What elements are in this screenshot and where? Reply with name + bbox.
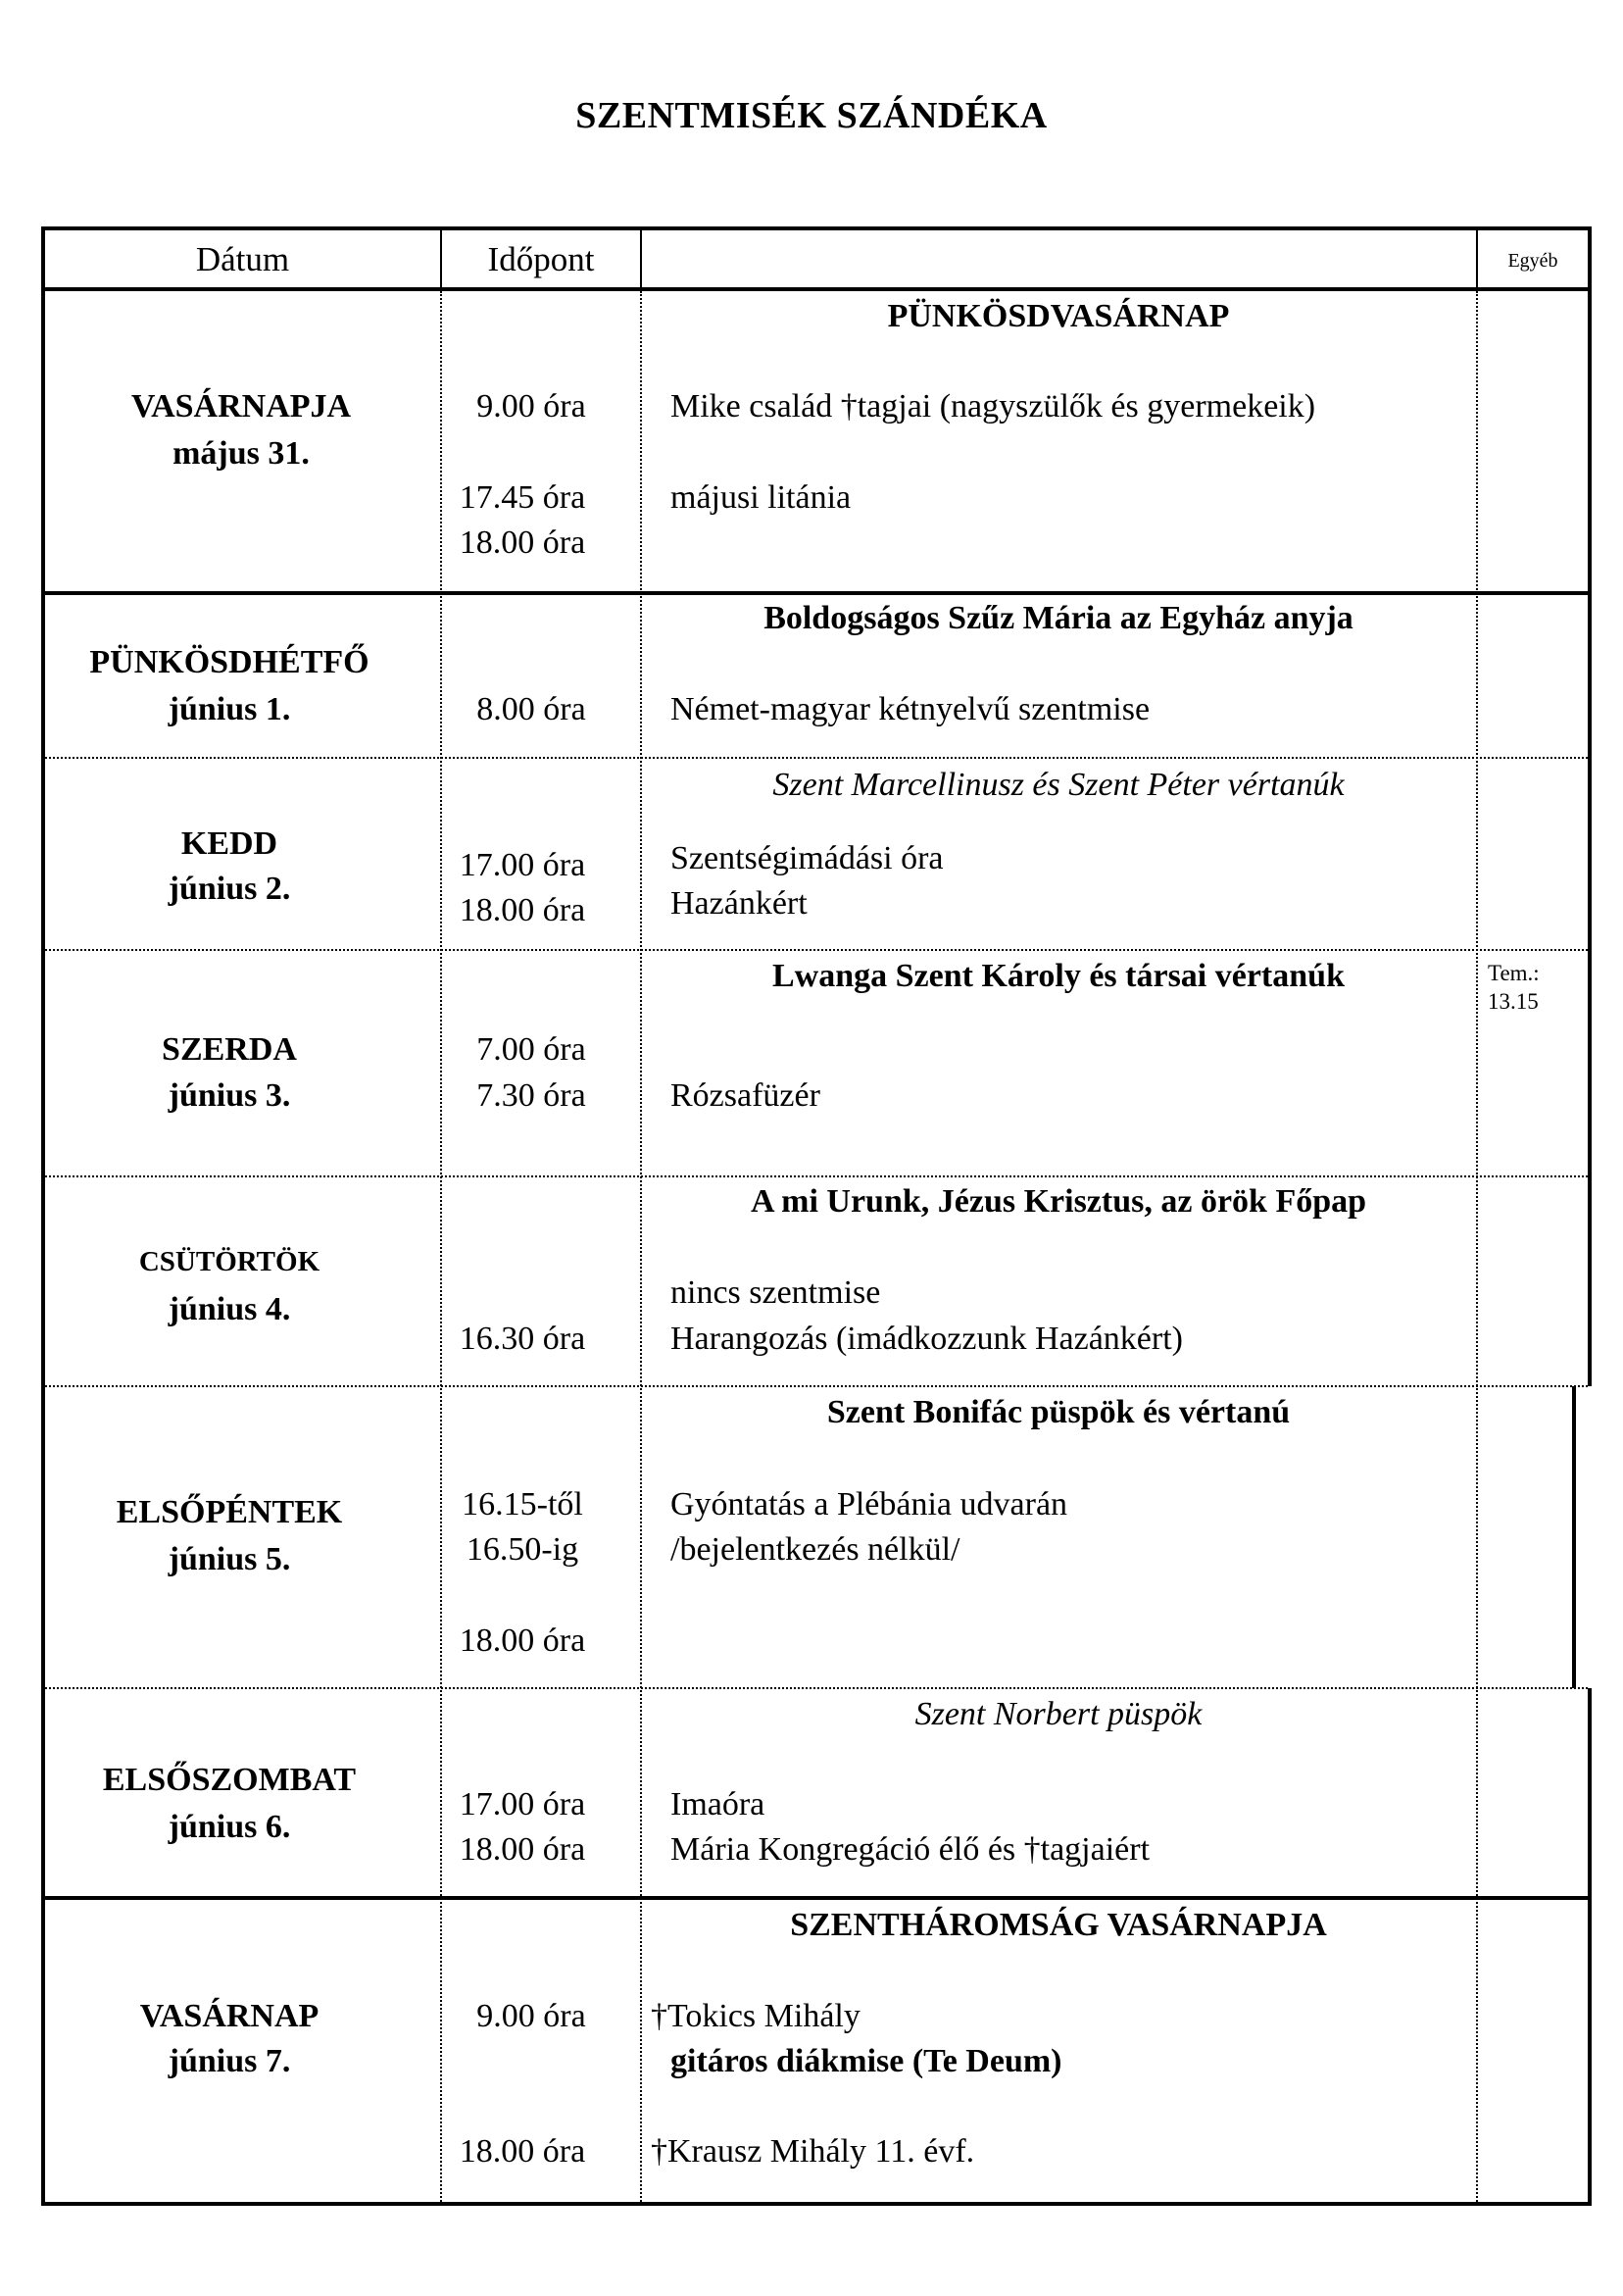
intention-entry: gitáros diákmise (Te Deum) <box>670 2043 1062 2079</box>
day-name: CSÜTÖRTÖK <box>138 1246 320 1277</box>
time-entry: 16.15-től <box>462 1486 583 1522</box>
day-date: június 5. <box>168 1541 291 1577</box>
intention-entry: †Tokics Mihály <box>651 1998 861 2034</box>
feast-title: Szent Norbert püspök <box>914 1696 1203 1732</box>
other-note: Tem.: <box>1488 961 1540 985</box>
time-entry: 18.00 óra <box>459 1622 586 1659</box>
intention-entry: Mike család †tagjai (nagyszülők és gyermekeik) <box>670 388 1316 424</box>
feast-title: SZENTHÁROMSÁG VASÁRNAPJA <box>790 1907 1327 1943</box>
intention-entry: /bejelentkezés nélkül/ <box>670 1531 960 1568</box>
time-entry: 16.30 óra <box>459 1321 586 1357</box>
feast-title: Szent Bonifác püspök és vértanú <box>826 1394 1291 1430</box>
intention-entry: Német-magyar kétnyelvű szentmise <box>670 691 1151 727</box>
time-entry: 18.00 óra <box>459 892 586 928</box>
time-entry: 16.50-ig <box>466 1531 579 1568</box>
time-entry: 18.00 óra <box>459 2133 586 2170</box>
time-entry: 9.00 óra <box>476 1998 586 2034</box>
header-date: Dátum <box>195 240 290 278</box>
day-date: június 3. <box>168 1077 291 1114</box>
day-date: június 1. <box>168 691 291 727</box>
header-time: Időpont <box>487 240 595 278</box>
feast-title: A mi Urunk, Jézus Krisztus, az örök Főpap <box>750 1183 1367 1220</box>
intention-entry: májusi litánia <box>670 479 852 516</box>
intention-entry: Harangozás (imádkozzunk Hazánkért) <box>670 1321 1183 1357</box>
row-sep-2 <box>45 757 1588 759</box>
time-entry: 18.00 óra <box>459 1831 586 1868</box>
col-sep-1 <box>440 291 442 2202</box>
intention-entry: nincs szentmise <box>670 1274 881 1311</box>
time-entry: 7.00 óra <box>476 1031 586 1068</box>
col-sep-3 <box>1476 291 1478 2202</box>
day-name: VASÁRNAPJA <box>130 388 352 424</box>
day-date: június 2. <box>168 871 291 907</box>
table-top-border <box>41 226 1592 230</box>
row-sep-6 <box>45 1687 1588 1689</box>
intention-entry: †Krausz Mihály 11. évf. <box>651 2133 975 2170</box>
row-sep-4 <box>45 1175 1588 1177</box>
day-name: VASÁRNAP <box>139 1998 320 2034</box>
table-left-border <box>41 226 45 2206</box>
row-sep-7 <box>41 1896 1592 1900</box>
intention-entry: Mária Kongregáció élő és †tagjaiért <box>670 1831 1151 1868</box>
time-entry: 8.00 óra <box>476 691 586 727</box>
intention-entry: Rózsafüzér <box>670 1077 820 1114</box>
time-entry: 17.45 óra <box>459 479 586 516</box>
time-entry: 7.30 óra <box>476 1077 586 1114</box>
intention-entry: Imaóra <box>670 1786 765 1822</box>
table-right-border-lower <box>1588 1688 1592 2206</box>
intention-entry: Hazánkért <box>670 885 808 922</box>
other-note: 13.15 <box>1488 989 1539 1014</box>
day-date: június 4. <box>168 1291 291 1327</box>
intention-entry: Szentségimádási óra <box>670 840 944 876</box>
feast-title: Szent Marcellinusz és Szent Péter vértanúk <box>772 767 1345 803</box>
intention-entry: Gyóntatás a Plébánia udvarán <box>670 1486 1068 1522</box>
day-name: SZERDA <box>162 1031 297 1068</box>
feast-title: PÜNKÖSDVASÁRNAP <box>887 298 1230 334</box>
day-name: PÜNKÖSDHÉTFŐ <box>89 644 369 680</box>
row-sep-3 <box>45 949 1588 951</box>
table-right-border-offset <box>1572 1386 1576 1688</box>
day-name: ELSŐSZOMBAT <box>102 1762 357 1798</box>
day-name: KEDD <box>180 825 278 862</box>
col-sep-2 <box>640 291 642 2202</box>
header-bottom-border <box>41 287 1592 291</box>
time-entry: 17.00 óra <box>459 847 586 883</box>
day-date: június 7. <box>168 2043 291 2079</box>
row-sep-5 <box>45 1385 1588 1387</box>
time-entry: 18.00 óra <box>459 524 586 561</box>
day-date: június 6. <box>168 1809 291 1845</box>
row-sep-1 <box>41 591 1592 595</box>
header-other: Egyéb <box>1507 250 1558 272</box>
page-title: SZENTMISÉK SZÁNDÉKA <box>575 95 1048 136</box>
time-entry: 9.00 óra <box>476 388 586 424</box>
feast-title: Boldogságos Szűz Mária az Egyház anyja <box>763 600 1353 636</box>
day-date: május 31. <box>172 435 310 472</box>
table-right-border <box>1588 226 1592 1386</box>
day-name: ELSŐPÉNTEK <box>116 1494 343 1530</box>
header-col-sep-2 <box>640 226 642 289</box>
time-entry: 17.00 óra <box>459 1786 586 1822</box>
feast-title: Lwanga Szent Károly és társai vértanúk <box>772 958 1345 994</box>
table-bottom-border <box>41 2202 1592 2206</box>
